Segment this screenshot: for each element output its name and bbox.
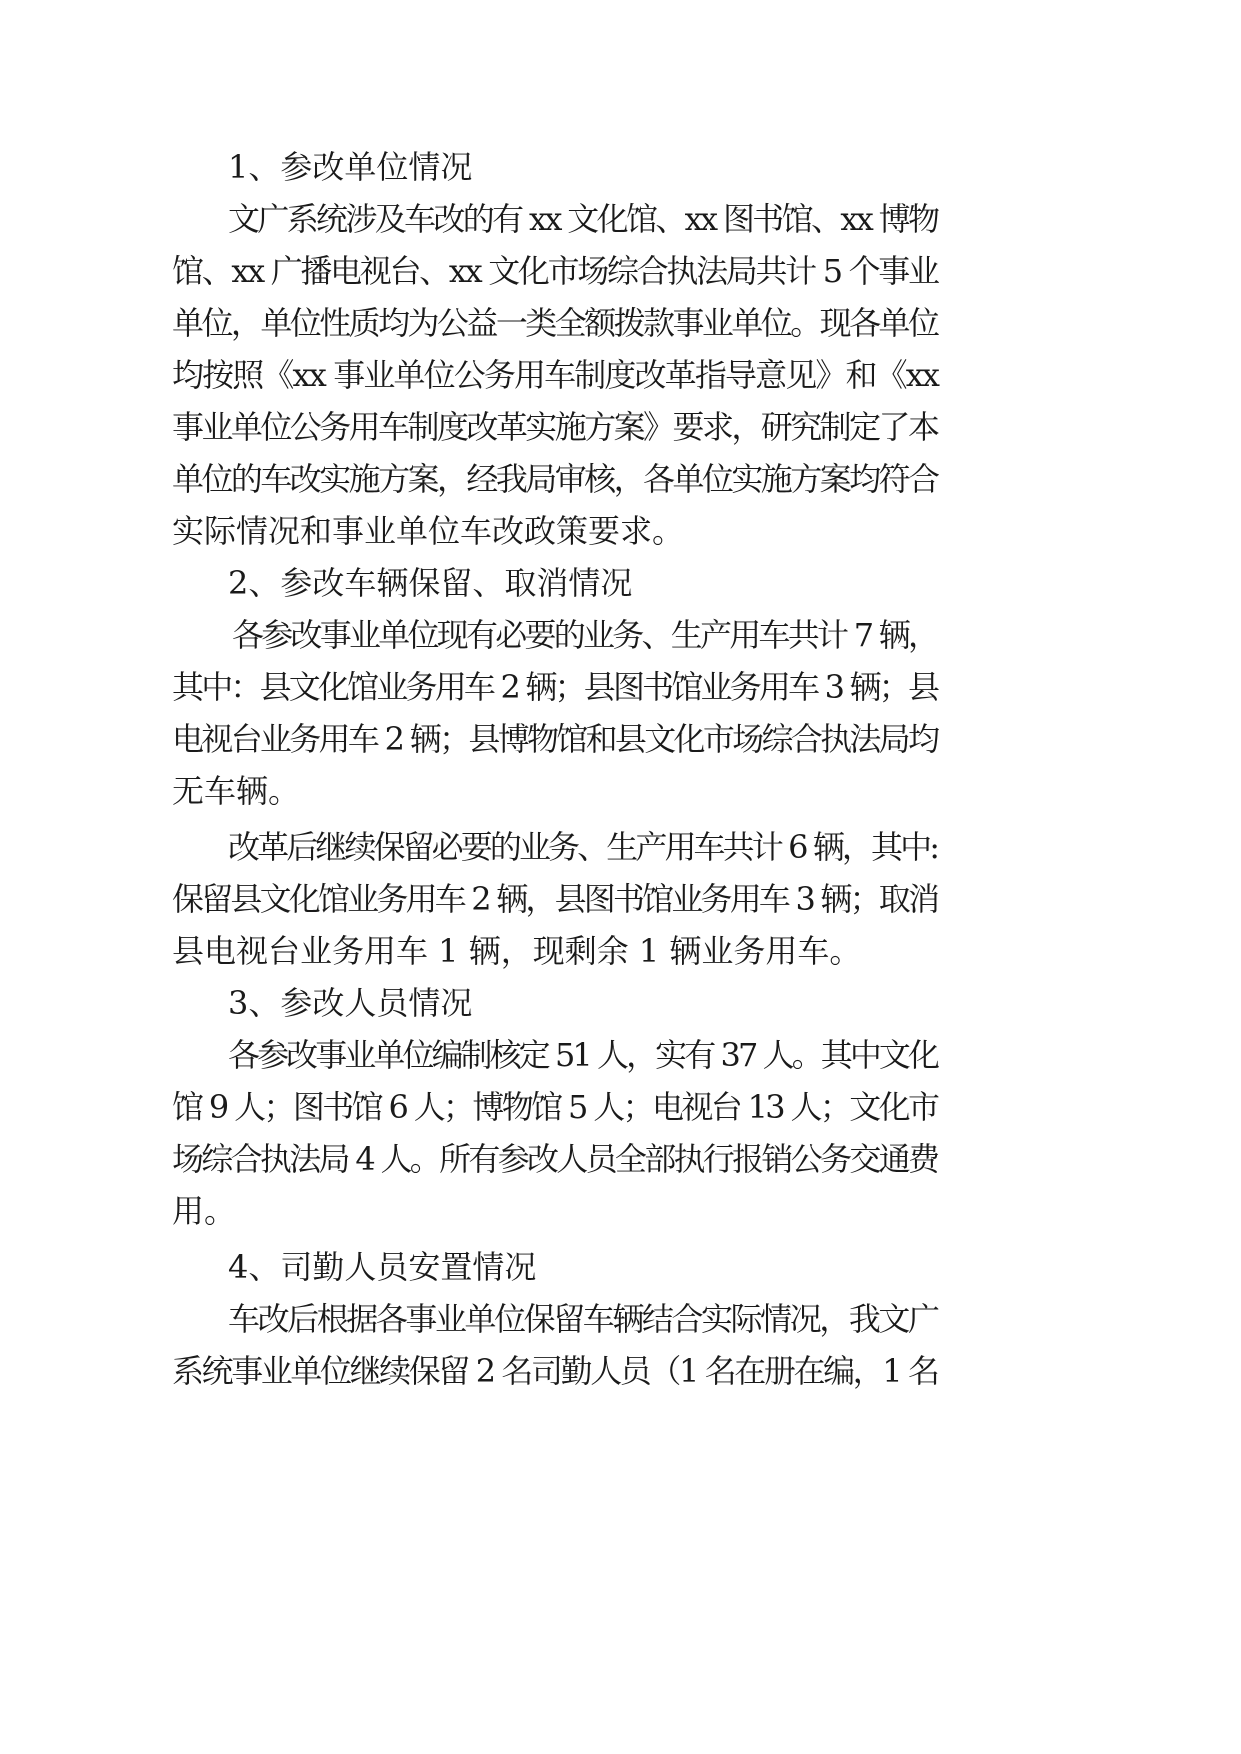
text-line: 电视台业务用车 2 辆；县博物馆和县文化市场综合执法局均 xyxy=(172,720,938,758)
text-line: 单位，单位性质均为公益一类全额拨款事业单位。现各单位 xyxy=(172,304,938,342)
heading-3: 3、参改人员情况 xyxy=(228,984,473,1022)
text-line: 均按照《xx 事业单位公务用车制度改革指导意见》和《xx xyxy=(172,356,939,394)
text-line: 馆、xx 广播电视台、xx 文化市场综合执法局共计 5 个事业 xyxy=(172,252,938,290)
text-line: 实际情况和事业单位车改政策要求。 xyxy=(172,512,685,550)
text-line: 保留县文化馆业务用车 2 辆，县图书馆业务用车 3 辆；取消 xyxy=(172,880,938,918)
text-line: 用。 xyxy=(172,1192,237,1230)
heading-2: 2、参改车辆保留、取消情况 xyxy=(228,564,633,602)
text-line: 文广系统涉及车改的有 xx 文化馆、xx 图书馆、xx 博物 xyxy=(228,200,938,238)
text-line: 各参改事业单位编制核定 51 人，实有 37 人。其中文化 xyxy=(228,1036,938,1074)
text-line: 无车辆。 xyxy=(172,772,301,810)
text-line: 馆 9 人；图书馆 6 人；博物馆 5 人；电视台 13 人；文化市 xyxy=(172,1088,938,1126)
text-line: 车改后根据各事业单位保留车辆结合实际情况，我文广 xyxy=(228,1300,938,1338)
text-line: 场综合执法局 4 人。所有参改人员全部执行报销公务交通费 xyxy=(172,1140,938,1178)
text-line: 改革后继续保留必要的业务、生产用车共计 6 辆，其中: xyxy=(228,828,938,866)
text-line: 事业单位公务用车制度改革实施方案》要求，研究制定了本 xyxy=(172,408,938,446)
heading-4: 4、司勤人员安置情况 xyxy=(228,1248,537,1286)
heading-1: 1、参改单位情况 xyxy=(228,148,473,186)
text-line: 各参改事业单位现有必要的业务、生产用车共计 7 辆， xyxy=(232,616,938,654)
text-line: 其中：县文化馆业务用车 2 辆；县图书馆业务用车 3 辆；县 xyxy=(172,668,938,706)
text-line: 单位的车改实施方案，经我局审核，各单位实施方案均符合 xyxy=(172,460,938,498)
text-line: 系统事业单位继续保留 2 名司勤人员（1 名在册在编，1 名 xyxy=(172,1352,938,1390)
text-line: 县电视台业务用车 1 辆，现剩余 1 辆业务用车。 xyxy=(172,932,862,970)
